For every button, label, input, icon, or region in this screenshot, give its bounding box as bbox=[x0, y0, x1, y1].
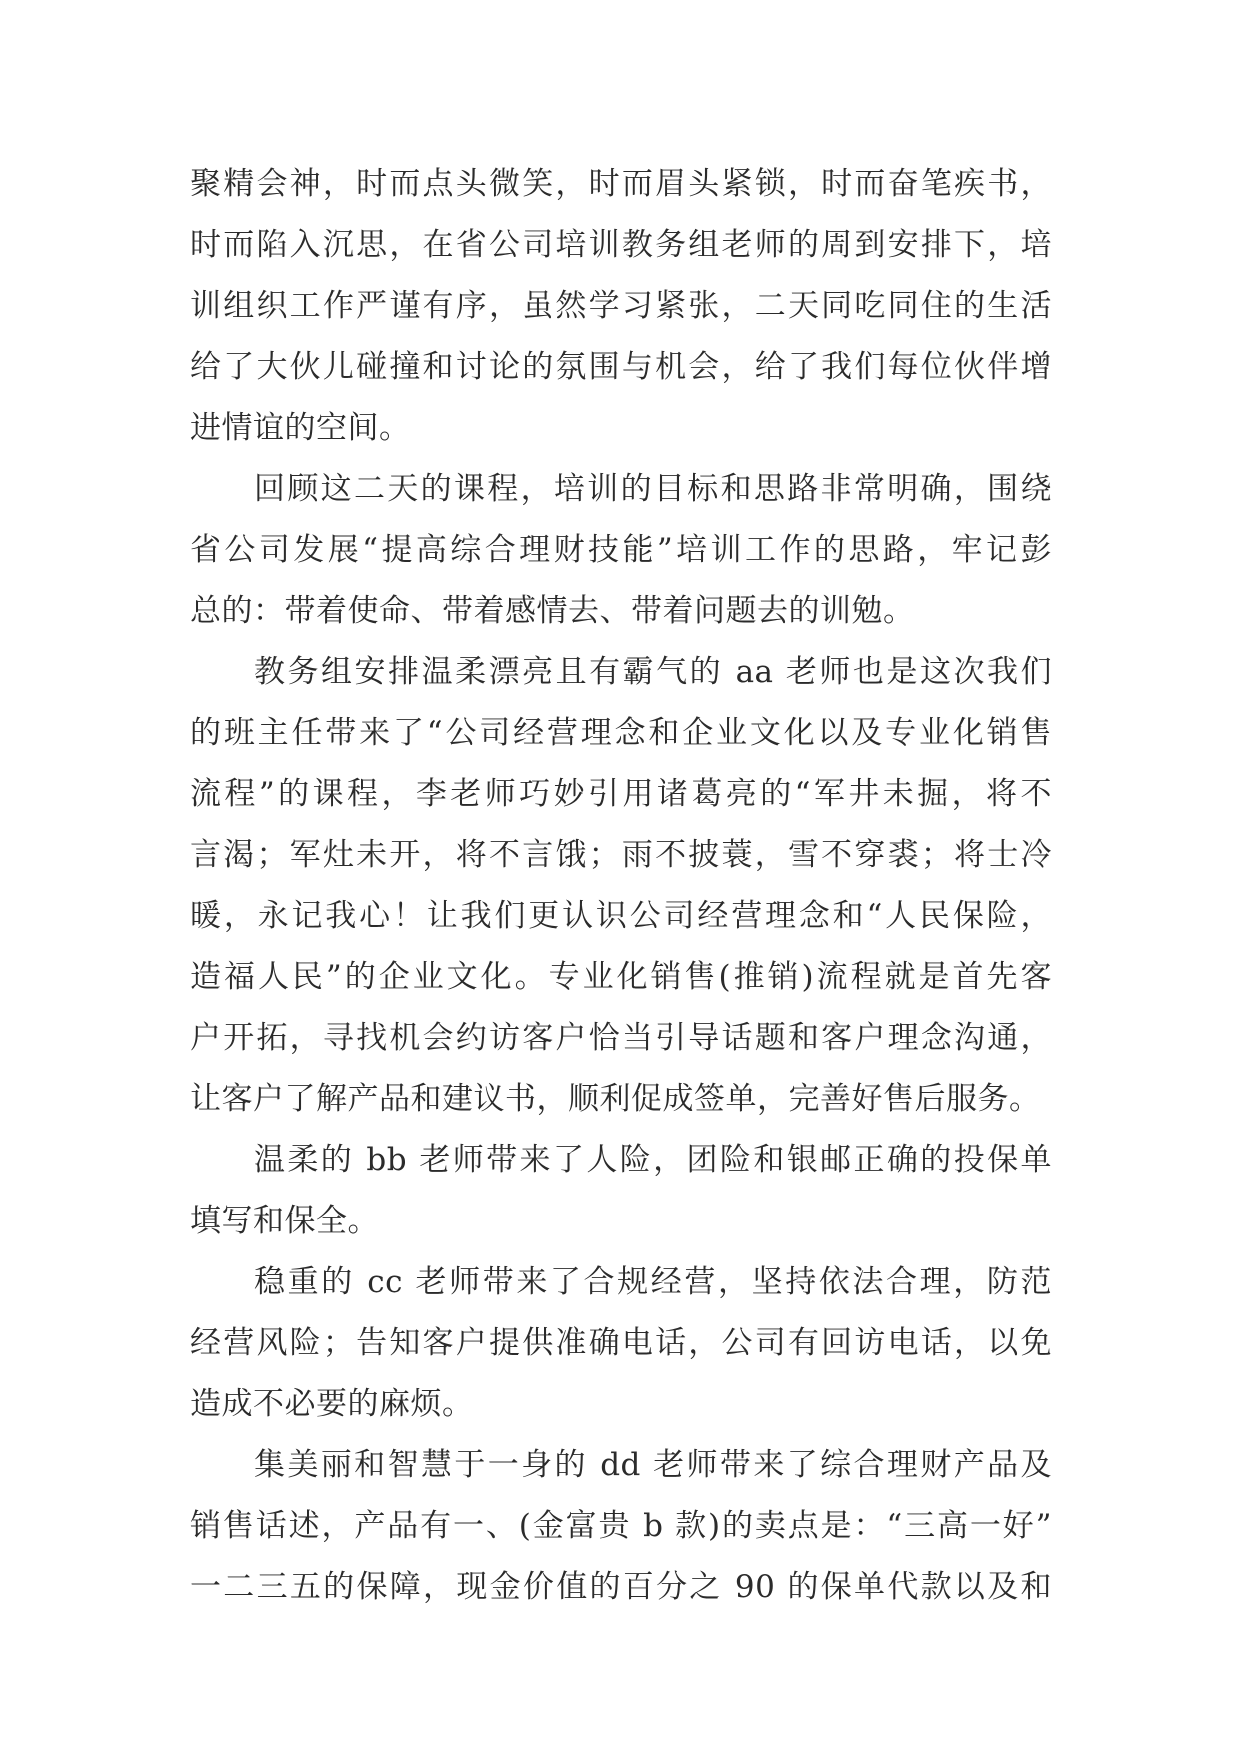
text-line: 集美丽和智慧于一身的 dd 老师带来了综合理财产品及 bbox=[254, 1447, 1052, 1483]
paragraph-5 bbox=[190, 1252, 1052, 1435]
text-line: 销售话述，产品有一、(金富贵 b 款)的卖点是：“三高一好” bbox=[190, 1508, 1052, 1544]
text-line: 流程”的课程，李老师巧妙引用诸葛亮的“军井未掘，将不 bbox=[190, 776, 1052, 812]
text-line: 稳重的 cc 老师带来了合规经营，坚持依法合理，防范 bbox=[254, 1264, 1052, 1300]
paragraph-3 bbox=[190, 642, 1052, 1130]
text-line: 进情谊的空间。 bbox=[190, 410, 411, 446]
text-line: 造福人民”的企业文化。专业化销售(推销)流程就是首先客 bbox=[190, 959, 1052, 995]
text-line: 户开拓，寻找机会约访客户恰当引导话题和客户理念沟通， bbox=[190, 1020, 1052, 1056]
text-line: 让客户了解产品和建议书，顺利促成签单，完善好售后服务。 bbox=[190, 1081, 1041, 1117]
text-line: 经营风险；告知客户提供准确电话，公司有回访电话，以免 bbox=[190, 1325, 1052, 1361]
text-line: 填写和保全。 bbox=[190, 1203, 379, 1239]
text-line: 时而陷入沉思，在省公司培训教务组老师的周到安排下，培 bbox=[190, 227, 1052, 263]
text-line: 给了大伙儿碰撞和讨论的氛围与机会，给了我们每位伙伴增 bbox=[190, 349, 1052, 385]
text-line: 训组织工作严谨有序，虽然学习紧张，二天同吃同住的生活 bbox=[190, 288, 1052, 324]
paragraph-2 bbox=[190, 459, 1052, 642]
text-line: 聚精会神，时而点头微笑，时而眉头紧锁，时而奋笔疾书， bbox=[190, 166, 1052, 202]
text-line: 省公司发展“提高综合理财技能”培训工作的思路，牢记彭 bbox=[190, 532, 1052, 568]
paragraph-1 bbox=[190, 154, 1052, 459]
paragraph-6 bbox=[190, 1435, 1052, 1618]
paragraph-4 bbox=[190, 1130, 1052, 1252]
text-line: 温柔的 bb 老师带来了人险，团险和银邮正确的投保单 bbox=[254, 1142, 1052, 1178]
text-line: 教务组安排温柔漂亮且有霸气的 aa 老师也是这次我们 bbox=[254, 654, 1052, 690]
document-body bbox=[190, 154, 1052, 1618]
text-line: 一二三五的保障，现金价值的百分之 90 的保单代款以及和 bbox=[190, 1569, 1052, 1605]
text-line: 言渴；军灶未开，将不言饿；雨不披蓑，雪不穿裘；将士冷 bbox=[190, 837, 1052, 873]
text-line: 的班主任带来了“公司经营理念和企业文化以及专业化销售 bbox=[190, 715, 1052, 751]
text-line: 暖，永记我心！让我们更认识公司经营理念和“人民保险， bbox=[190, 898, 1052, 934]
text-line: 造成不必要的麻烦。 bbox=[190, 1386, 474, 1422]
text-line: 回顾这二天的课程，培训的目标和思路非常明确，围绕 bbox=[254, 471, 1052, 507]
text-line: 总的：带着使命、带着感情去、带着问题去的训勉。 bbox=[190, 593, 915, 629]
